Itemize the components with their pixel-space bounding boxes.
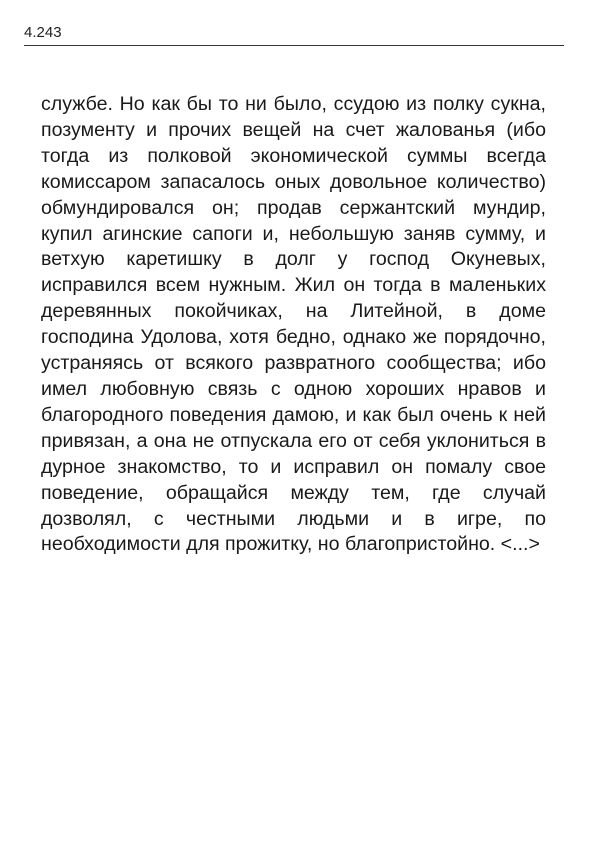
header-divider [24,45,564,46]
page-number: 4.243 [24,24,62,41]
body-paragraph: службе. Но как бы то ни было, ссудою из полку сукна, позументу и прочих вещей на счет жалованья (ибо тогда из полковой экономической суммы всегда комиссаром запасалось оных довольное количество) обмундировался он; продав сержантский мундир, купил агинские сапоги и, небольшую заняв сумму, и ветхую каретишку в долг у господ Окуневых, исправился всем нужным. Жил он тогда в маленьких деревянных покойчиках, на Литейной, в доме господина Удолова, хотя бедно, однако же порядочно, устраняясь от всякого развратного сообщества; ибо имел любовную связь с одною хороших нравов и благородного поведения дамою, и как был очень к ней привязан, а она не отпускала его от себя уклониться в дурное знакомство, то и исправил он помалу свое поведение, обращайся между тем, где случай дозволял, с честными людьми и в игре, по необходимости для прожитку, но благопристойно. <...> [41,93,546,556]
